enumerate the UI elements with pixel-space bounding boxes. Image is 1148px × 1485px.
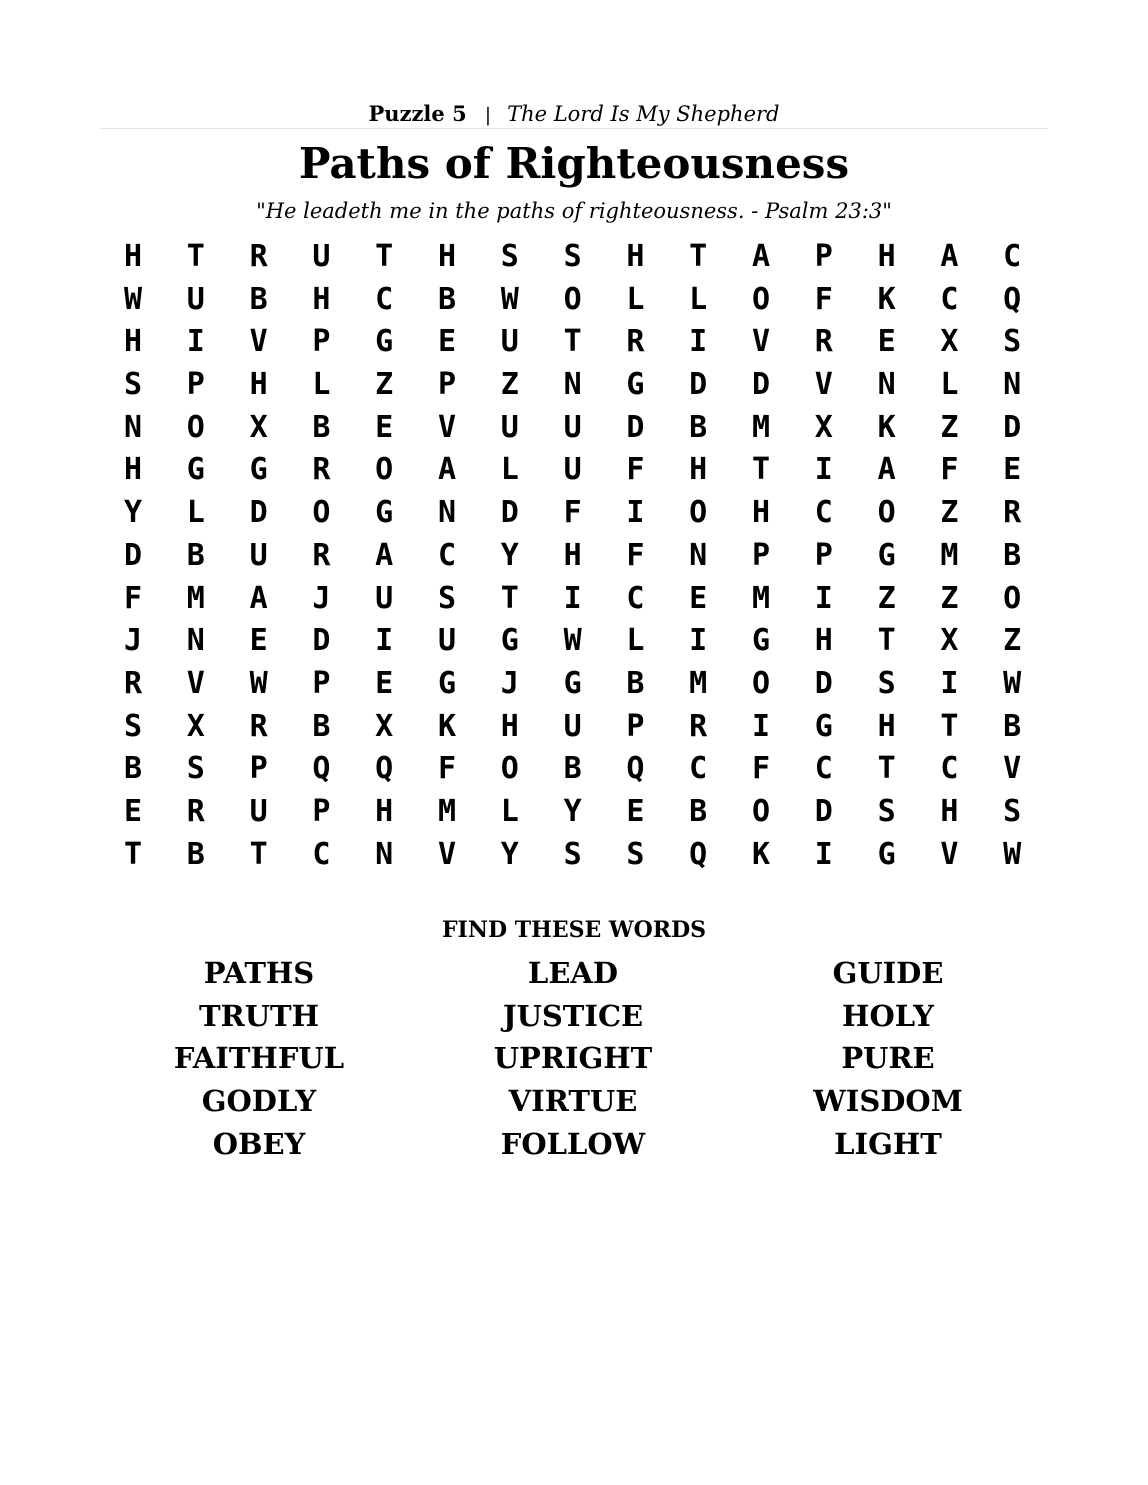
grid-letter[interactable]: I [186, 324, 205, 360]
target-word: UPRIGHT [493, 1041, 653, 1076]
grid-letter[interactable]: P [312, 665, 331, 701]
grid-letter[interactable]: H [814, 623, 833, 659]
grid-letter[interactable]: E [689, 580, 708, 616]
grid-letter[interactable]: Q [312, 751, 331, 787]
grid-letter[interactable]: H [437, 239, 457, 274]
grid-letter[interactable]: V [940, 836, 959, 872]
grid-letter[interactable]: B [312, 708, 331, 744]
grid-letter[interactable]: Q [689, 836, 708, 872]
grid-row [100, 236, 1048, 279]
grid-letter[interactable]: L [626, 281, 645, 317]
grid-letter[interactable]: D [500, 495, 519, 531]
grid-letter[interactable]: L [500, 793, 519, 829]
grid-row [100, 279, 1048, 322]
grid-letter[interactable]: P [186, 367, 205, 403]
grid-letter[interactable]: P [814, 537, 833, 573]
grid-letter[interactable]: T [375, 239, 394, 274]
grid-row [100, 535, 1048, 578]
grid-letter[interactable]: G [626, 367, 645, 403]
grid-letter[interactable]: R [814, 324, 833, 360]
grid-letter[interactable]: I [814, 580, 833, 616]
grid-letter[interactable]: E [1003, 452, 1022, 488]
grid-letter[interactable]: B [689, 793, 708, 829]
grid-letter[interactable]: O [563, 281, 582, 317]
grid-letter[interactable]: P [814, 239, 833, 274]
grid-letter[interactable]: Q [626, 751, 645, 787]
grid-letter[interactable]: H [626, 239, 645, 274]
grid-letter[interactable]: B [626, 665, 645, 701]
grid-letter[interactable]: K [437, 708, 457, 744]
puzzle-theme: The Lord Is My Shepherd [507, 102, 780, 126]
grid-letter[interactable]: H [123, 239, 143, 274]
grid-letter[interactable]: D [249, 495, 268, 531]
grid-row [100, 321, 1048, 364]
grid-letter[interactable]: T [186, 239, 205, 274]
grid-letter[interactable]: J [500, 665, 519, 701]
grid-letter[interactable]: B [186, 836, 205, 872]
grid-letter[interactable]: B [689, 409, 708, 445]
grid-letter[interactable]: T [123, 836, 143, 872]
grid-letter[interactable]: H [877, 708, 896, 744]
grid-letter[interactable]: W [563, 623, 582, 659]
grid-letter[interactable]: P [751, 537, 771, 573]
grid-letter[interactable]: K [877, 281, 896, 317]
grid-letter[interactable]: S [563, 836, 582, 872]
grid-letter[interactable]: I [689, 324, 708, 360]
grid-letter[interactable]: C [375, 281, 394, 317]
grid-letter[interactable]: T [249, 836, 268, 872]
grid-letter[interactable]: I [814, 836, 833, 872]
grid-letter[interactable]: B [437, 281, 457, 317]
grid-letter[interactable]: V [186, 665, 205, 701]
grid-letter[interactable]: C [626, 580, 645, 616]
grid-letter[interactable]: A [940, 239, 959, 274]
target-word: JUSTICE [502, 998, 644, 1033]
grid-letter[interactable]: L [312, 367, 331, 403]
grid-letter[interactable]: V [1003, 751, 1022, 787]
grid-letter[interactable]: H [500, 708, 519, 744]
grid-row [100, 364, 1048, 407]
target-word: FAITHFUL [173, 1041, 345, 1076]
grid-letter[interactable]: E [375, 409, 394, 445]
word-row [100, 995, 1048, 1038]
grid-row [100, 791, 1048, 834]
grid-letter[interactable]: D [1003, 409, 1022, 445]
grid-letter[interactable]: D [814, 665, 833, 701]
grid-letter[interactable]: D [814, 793, 833, 829]
grid-letter[interactable]: T [500, 580, 519, 616]
grid-letter[interactable]: P [312, 324, 331, 360]
grid-letter[interactable]: S [877, 665, 896, 701]
grid-letter[interactable]: R [1003, 495, 1022, 531]
target-word: VIRTUE [508, 1084, 638, 1119]
grid-letter[interactable]: X [375, 708, 394, 744]
grid-letter[interactable]: N [437, 495, 457, 531]
grid-letter[interactable]: H [689, 452, 708, 488]
word-row [100, 1080, 1048, 1123]
grid-letter[interactable]: S [500, 239, 519, 274]
grid-letter[interactable]: I [563, 580, 582, 616]
grid-letter[interactable]: Z [375, 367, 394, 403]
grid-letter[interactable]: A [751, 239, 771, 274]
grid-letter[interactable]: N [375, 836, 394, 872]
word-list-heading: FIND THESE WORDS [441, 917, 707, 943]
grid-letter[interactable]: O [312, 495, 331, 531]
grid-letter[interactable]: F [626, 452, 645, 488]
grid-letter[interactable]: V [249, 324, 268, 360]
grid-letter[interactable]: F [626, 537, 645, 573]
grid-letter[interactable]: C [312, 836, 331, 872]
word-row [100, 1123, 1048, 1166]
grid-letter[interactable]: U [500, 324, 519, 360]
grid-letter[interactable]: F [563, 495, 582, 531]
grid-letter[interactable]: W [1003, 836, 1022, 872]
grid-row [100, 834, 1048, 877]
grid-letter[interactable]: G [814, 708, 833, 744]
grid-letter[interactable]: S [626, 836, 645, 872]
grid-letter[interactable]: C [689, 751, 708, 787]
grid-letter[interactable]: I [375, 623, 394, 659]
puzzle-number: Puzzle 5 [368, 101, 467, 126]
grid-letter[interactable]: U [437, 623, 457, 659]
grid-letter[interactable]: S [123, 367, 143, 403]
target-word: PATHS [203, 956, 315, 990]
grid-letter[interactable]: R [249, 239, 268, 274]
grid-row [100, 663, 1048, 706]
word-list [100, 952, 1048, 1165]
grid-letter[interactable]: G [500, 623, 519, 659]
header-separator: | [484, 104, 492, 126]
grid-letter[interactable]: M [751, 409, 771, 445]
grid-letter[interactable]: S [1003, 793, 1022, 829]
grid-letter[interactable]: Y [500, 537, 519, 573]
grid-letter[interactable]: G [877, 537, 896, 573]
grid-letter[interactable]: T [751, 452, 771, 488]
grid-letter[interactable]: T [689, 239, 708, 274]
grid-letter[interactable]: G [186, 452, 205, 488]
grid-letter[interactable]: B [312, 409, 331, 445]
grid-letter[interactable]: Y [500, 836, 519, 872]
grid-letter[interactable]: O [877, 495, 896, 531]
grid-letter[interactable]: V [437, 409, 457, 445]
grid-letter[interactable]: H [123, 324, 143, 360]
grid-letter[interactable]: C [814, 751, 833, 787]
grid-letter[interactable]: X [814, 409, 833, 445]
grid-letter[interactable]: E [877, 324, 896, 360]
grid-letter[interactable]: I [814, 452, 833, 488]
grid-letter[interactable]: Q [375, 751, 394, 787]
grid-letter[interactable]: F [814, 281, 833, 317]
grid-letter[interactable]: L [500, 452, 519, 488]
grid-row [100, 620, 1048, 663]
grid-letter[interactable]: V [437, 836, 457, 872]
grid-letter[interactable]: I [626, 495, 645, 531]
grid-letter[interactable]: B [186, 537, 205, 573]
grid-letter[interactable]: U [563, 409, 582, 445]
grid-row [100, 407, 1048, 450]
grid-letter[interactable]: H [563, 537, 582, 573]
grid-letter[interactable]: C [940, 751, 959, 787]
grid-letter[interactable]: E [437, 324, 457, 360]
grid-letter[interactable]: U [186, 281, 205, 317]
grid-letter[interactable]: P [249, 751, 268, 787]
grid-letter[interactable]: T [877, 623, 896, 659]
target-word: OBEY [212, 1126, 306, 1161]
grid-letter[interactable]: B [123, 751, 143, 787]
target-word: GODLY [201, 1084, 317, 1119]
grid-letter[interactable]: V [814, 367, 833, 403]
grid-letter[interactable]: H [123, 452, 143, 488]
grid-letter[interactable]: Z [940, 580, 959, 616]
grid-letter[interactable]: Z [940, 409, 959, 445]
grid-letter[interactable]: Z [1003, 623, 1022, 659]
grid-letter[interactable]: R [249, 708, 268, 744]
grid-letter[interactable]: B [1003, 708, 1022, 744]
grid-letter[interactable]: N [689, 537, 708, 573]
grid-letter[interactable]: Z [940, 495, 959, 531]
grid-letter[interactable]: A [375, 537, 394, 573]
grid-letter[interactable]: I [689, 623, 708, 659]
grid-letter[interactable]: N [563, 367, 582, 403]
grid-letter[interactable]: O [1003, 580, 1022, 616]
grid-letter[interactable]: U [563, 452, 582, 488]
grid-letter[interactable]: F [123, 580, 143, 616]
grid-letter[interactable]: L [689, 281, 708, 317]
grid-letter[interactable]: B [1003, 537, 1022, 573]
grid-letter[interactable]: D [312, 623, 331, 659]
grid-letter[interactable]: G [563, 665, 582, 701]
target-word: LEAD [527, 956, 619, 990]
grid-row [100, 492, 1048, 535]
grid-letter[interactable]: O [500, 751, 519, 787]
grid-letter[interactable]: M [940, 537, 959, 573]
word-row [100, 1037, 1048, 1080]
grid-letter[interactable]: S [186, 751, 205, 787]
grid-letter[interactable]: K [877, 409, 896, 445]
grid-letter[interactable]: P [437, 367, 457, 403]
grid-row [100, 578, 1048, 621]
grid-letter[interactable]: C [940, 281, 959, 317]
grid-letter[interactable]: L [940, 367, 959, 403]
grid-letter[interactable]: Y [123, 495, 143, 531]
grid-row [100, 748, 1048, 791]
grid-letter[interactable]: T [940, 708, 959, 744]
grid-letter[interactable]: U [375, 580, 394, 616]
grid-letter[interactable]: S [123, 708, 143, 744]
grid-letter[interactable]: S [1003, 324, 1022, 360]
grid-letter[interactable]: A [877, 452, 896, 488]
grid-letter[interactable]: I [751, 708, 771, 744]
grid-letter[interactable]: O [689, 495, 708, 531]
grid-letter[interactable]: M [186, 580, 205, 616]
grid-letter[interactable]: R [312, 537, 331, 573]
grid-letter[interactable]: F [940, 452, 959, 488]
grid-letter[interactable]: G [375, 324, 394, 360]
grid-letter[interactable]: U [249, 537, 268, 573]
grid-letter[interactable]: H [249, 367, 268, 403]
target-word: LIGHT [834, 1126, 942, 1161]
grid-letter[interactable]: R [689, 708, 708, 744]
header-divider [100, 128, 1048, 129]
grid-letter[interactable]: G [249, 452, 268, 488]
grid-letter[interactable]: V [751, 324, 771, 360]
grid-letter[interactable]: X [249, 409, 268, 445]
grid-letter[interactable]: C [437, 537, 457, 573]
grid-letter[interactable]: R [186, 793, 205, 829]
grid-letter[interactable]: Y [563, 793, 582, 829]
grid-letter[interactable]: C [814, 495, 833, 531]
grid-letter[interactable]: C [1003, 239, 1022, 274]
grid-letter[interactable]: H [751, 495, 771, 531]
grid-letter[interactable]: H [940, 793, 959, 829]
grid-row [100, 449, 1048, 492]
grid-letter[interactable]: M [751, 580, 771, 616]
grid-letter[interactable]: O [751, 793, 771, 829]
grid-letter[interactable]: O [751, 665, 771, 701]
page-title: Paths of Righteousness [298, 139, 850, 188]
grid-letter[interactable]: W [1003, 665, 1022, 701]
grid-letter[interactable]: Q [1003, 281, 1022, 317]
grid-letter[interactable]: E [123, 793, 143, 829]
grid-letter[interactable]: B [563, 751, 582, 787]
grid-letter[interactable]: J [312, 580, 331, 616]
grid-letter[interactable]: E [626, 793, 645, 829]
grid-letter[interactable]: O [375, 452, 394, 488]
grid-letter[interactable]: N [877, 367, 896, 403]
target-word: WISDOM [813, 1084, 963, 1119]
grid-letter[interactable]: O [751, 281, 771, 317]
grid-letter[interactable]: D [626, 409, 645, 445]
grid-letter[interactable]: K [751, 836, 771, 872]
grid-letter[interactable]: A [437, 452, 457, 488]
grid-letter[interactable]: G [375, 495, 394, 531]
grid-letter[interactable]: U [563, 708, 582, 744]
grid-letter[interactable]: J [123, 623, 143, 659]
letter-grid [100, 236, 1048, 876]
grid-letter[interactable]: M [689, 665, 708, 701]
grid-letter[interactable]: P [312, 793, 331, 829]
grid-letter[interactable]: N [123, 409, 143, 445]
grid-letter[interactable]: N [186, 623, 205, 659]
grid-letter[interactable]: G [877, 836, 896, 872]
grid-letter[interactable]: X [186, 708, 205, 744]
grid-letter[interactable]: H [312, 281, 331, 317]
grid-letter[interactable]: N [1003, 367, 1022, 403]
grid-letter[interactable]: L [186, 495, 205, 531]
grid-letter[interactable]: Z [500, 367, 519, 403]
target-word: TRUTH [199, 998, 319, 1033]
grid-letter[interactable]: T [877, 751, 896, 787]
grid-letter[interactable]: U [249, 793, 268, 829]
grid-letter[interactable]: H [877, 239, 896, 274]
grid-letter[interactable]: W [249, 665, 268, 701]
grid-letter[interactable]: U [312, 239, 331, 274]
grid-letter[interactable]: T [563, 324, 582, 360]
grid-letter[interactable]: D [751, 367, 771, 403]
grid-letter[interactable]: I [940, 665, 959, 701]
grid-letter[interactable]: U [500, 409, 519, 445]
target-word: FOLLOW [500, 1126, 646, 1161]
grid-letter[interactable]: R [123, 665, 143, 701]
grid-letter[interactable]: W [500, 281, 519, 317]
target-word: PURE [841, 1041, 935, 1076]
puzzle-header [100, 98, 1048, 131]
grid-letter[interactable]: F [437, 751, 457, 787]
grid-letter[interactable]: S [437, 580, 457, 616]
target-word: GUIDE [832, 956, 944, 990]
grid-letter[interactable]: E [375, 665, 394, 701]
grid-letter[interactable]: F [751, 751, 771, 787]
grid-letter[interactable]: B [249, 281, 268, 317]
word-row [100, 952, 1048, 995]
grid-letter[interactable]: G [437, 665, 457, 701]
grid-letter[interactable]: D [689, 367, 708, 403]
grid-row [100, 706, 1048, 749]
grid-letter[interactable]: D [123, 537, 143, 573]
grid-letter[interactable]: A [249, 580, 268, 616]
scripture-verse: "He leadeth me in the paths of righteousness. - Psalm 23:3" [256, 199, 892, 223]
grid-letter[interactable]: M [437, 793, 457, 829]
grid-letter[interactable]: R [312, 452, 331, 488]
grid-letter[interactable]: H [375, 793, 394, 829]
grid-letter[interactable]: R [626, 324, 645, 360]
grid-letter[interactable]: L [626, 623, 645, 659]
grid-letter[interactable]: X [940, 324, 959, 360]
grid-letter[interactable]: W [123, 281, 143, 317]
grid-letter[interactable]: E [249, 623, 268, 659]
grid-letter[interactable]: O [186, 409, 205, 445]
grid-letter[interactable]: X [940, 623, 959, 659]
grid-letter[interactable]: P [626, 708, 645, 744]
grid-letter[interactable]: G [751, 623, 771, 659]
target-word: HOLY [842, 998, 934, 1033]
grid-letter[interactable]: S [877, 793, 896, 829]
grid-letter[interactable]: Z [877, 580, 896, 616]
grid-letter[interactable]: S [563, 239, 582, 274]
